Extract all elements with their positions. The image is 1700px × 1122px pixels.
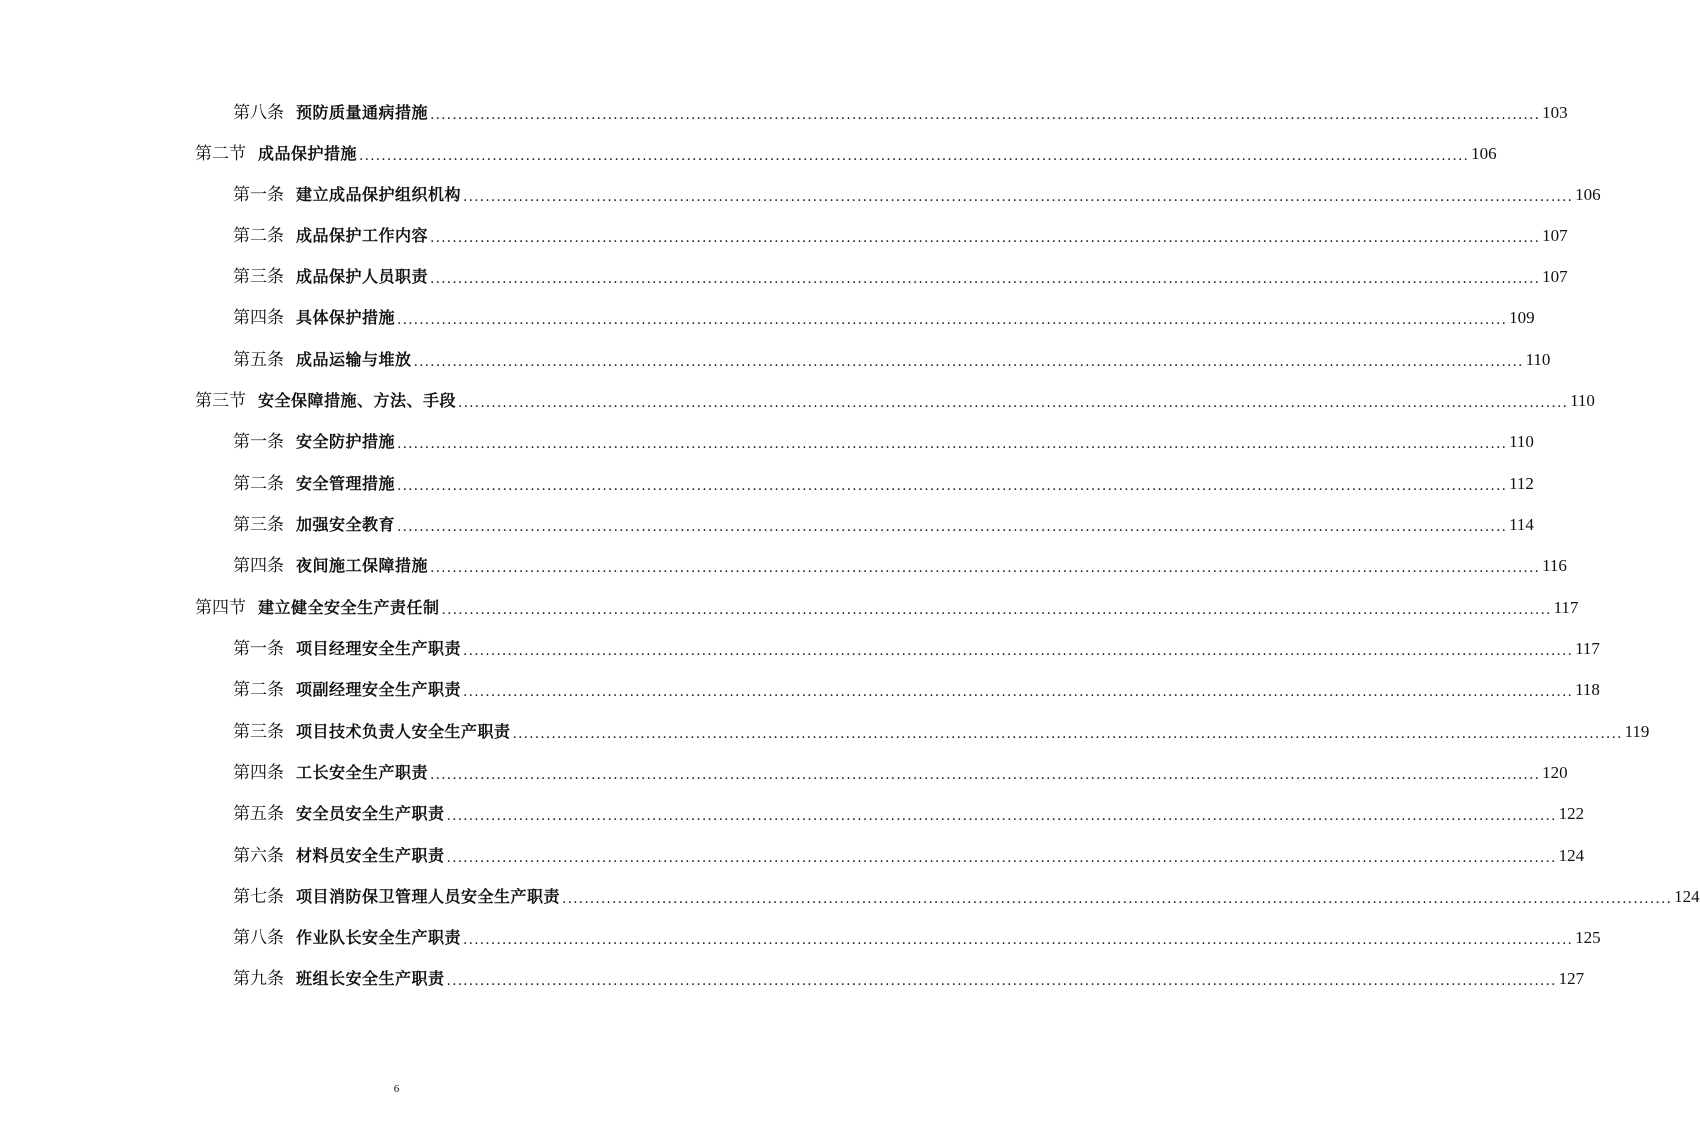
- toc-entry-page: 110: [1509, 432, 1534, 451]
- dot-leader: ........................................................................................................................................................................................................: [430, 767, 1541, 783]
- toc-entry[interactable]: [233, 795, 1585, 825]
- toc-entry-title: 安全管理措施: [296, 474, 396, 493]
- toc-entry[interactable]: [233, 506, 1534, 536]
- toc-entry[interactable]: [233, 960, 1585, 990]
- toc-entry-label: 第四条: [233, 763, 284, 783]
- toc-entry-title: 工长安全生产职责: [296, 763, 429, 782]
- dot-leader: ........................................................................................................................................................................................................: [463, 932, 1574, 948]
- toc-entry-title: 项目技术负责人安全生产职责: [296, 722, 511, 741]
- dot-leader: ........................................................................................................................................................................................................: [441, 602, 1552, 618]
- toc-entry-page: 119: [1624, 722, 1650, 741]
- toc-entry-page: 125: [1575, 928, 1601, 947]
- toc-entry-label: 第三条: [233, 267, 284, 287]
- toc-entry-label: 第二条: [233, 474, 284, 494]
- toc-entry-label: 第三条: [233, 515, 284, 535]
- toc-entry[interactable]: [233, 423, 1534, 453]
- toc-entry-page: 116: [1542, 556, 1567, 575]
- dot-leader: ........................................................................................................................................................................................................: [562, 891, 1673, 907]
- toc-entry-title: 预防质量通病措施: [296, 103, 429, 122]
- toc-entry-title: 加强安全教育: [296, 515, 396, 534]
- dot-leader: ........................................................................................................................................................................................................: [397, 312, 1508, 328]
- toc-entry-page: 124: [1558, 846, 1585, 865]
- toc-entry-label: 第一条: [233, 639, 284, 659]
- dot-leader: ........................................................................................................................................................................................................: [359, 148, 1470, 164]
- toc-entry[interactable]: [233, 465, 1534, 495]
- toc-entry-page: 124: [1674, 887, 1700, 906]
- dot-leader: ........................................................................................................................................................................................................: [413, 354, 1524, 370]
- toc-entry-label: 第五条: [233, 350, 284, 370]
- toc-entry-page: 107: [1542, 226, 1568, 245]
- toc-entry-title: 成品运输与堆放: [296, 350, 412, 369]
- toc-entry-title: 项目消防保卫管理人员安全生产职责: [296, 887, 561, 906]
- toc-section-label: 第四节: [195, 598, 246, 618]
- dot-leader: ........................................................................................................................................................................................................: [397, 519, 1508, 535]
- toc-entry[interactable]: [233, 94, 1568, 124]
- toc-entry[interactable]: [233, 176, 1601, 206]
- toc-entry-page: 107: [1542, 267, 1568, 286]
- dot-leader: ........................................................................................................................................................................................................: [397, 478, 1508, 494]
- dot-leader: ........................................................................................................................................................................................................: [446, 973, 1557, 989]
- toc-section-title: 建立健全安全生产责任制: [258, 598, 440, 617]
- toc-entry-page: 112: [1509, 474, 1534, 493]
- toc-entry-label: 第六条: [233, 846, 284, 866]
- dot-leader: ........................................................................................................................................................................................................: [463, 189, 1574, 205]
- dot-leader: ........................................................................................................................................................................................................: [397, 436, 1508, 452]
- toc-entry-title: 班组长安全生产职责: [296, 969, 445, 988]
- toc-section[interactable]: [195, 589, 1579, 619]
- dot-leader: ........................................................................................................................................................................................................: [430, 271, 1541, 287]
- toc-entry[interactable]: [233, 837, 1585, 867]
- toc-entry-page: 110: [1525, 350, 1551, 369]
- toc-entry-title: 项副经理安全生产职责: [296, 680, 462, 699]
- toc-section-title: 成品保护措施: [258, 144, 358, 163]
- toc-entry-title: 安全防护措施: [296, 432, 396, 451]
- dot-leader: ........................................................................................................................................................................................................: [446, 850, 1557, 866]
- toc-entry-title: 建立成品保护组织机构: [296, 185, 462, 204]
- toc-entry-label: 第四条: [233, 556, 284, 576]
- toc-entry[interactable]: [233, 919, 1601, 949]
- dot-leader: ........................................................................................................................................................................................................: [458, 395, 1569, 411]
- toc-entry-page: 122: [1558, 804, 1585, 823]
- toc-entry-label: 第二条: [233, 680, 284, 700]
- toc-entry-page: 118: [1575, 680, 1600, 699]
- toc-entry-label: 第三条: [233, 722, 284, 742]
- toc-entry-page: 117: [1575, 639, 1600, 658]
- dot-leader: ........................................................................................................................................................................................................: [512, 726, 1623, 742]
- dot-leader: ........................................................................................................................................................................................................: [463, 684, 1574, 700]
- page-number: 6: [393, 1083, 400, 1095]
- toc-entry-page: 120: [1542, 763, 1568, 782]
- toc-entry-label: 第八条: [233, 928, 284, 948]
- dot-leader: ........................................................................................................................................................................................................: [446, 808, 1557, 824]
- dot-leader: ........................................................................................................................................................................................................: [430, 230, 1541, 246]
- toc-entry-page: 114: [1509, 515, 1534, 534]
- toc-entry-title: 成品保护工作内容: [296, 226, 429, 245]
- toc-entry-page: 127: [1558, 969, 1585, 988]
- toc-section[interactable]: [195, 382, 1595, 412]
- toc-entry[interactable]: [233, 299, 1535, 329]
- toc-section-title: 安全保障措施、方法、手段: [258, 391, 457, 410]
- toc-entry-title: 作业队长安全生产职责: [296, 928, 462, 947]
- dot-leader: ........................................................................................................................................................................................................: [430, 107, 1541, 123]
- toc-entry-page: 103: [1542, 103, 1568, 122]
- toc-entry-title: 夜间施工保障措施: [296, 556, 429, 575]
- toc-entry-page: 106: [1575, 185, 1601, 204]
- toc-entry[interactable]: [233, 878, 1700, 908]
- toc-entry-label: 第一条: [233, 432, 284, 452]
- toc-entry-label: 第四条: [233, 308, 284, 328]
- toc-entry[interactable]: [233, 258, 1568, 288]
- toc-entry[interactable]: [233, 671, 1600, 701]
- toc-entry-title: 成品保护人员职责: [296, 267, 429, 286]
- toc-entry-label: 第二条: [233, 226, 284, 246]
- toc-entry-title: 安全员安全生产职责: [296, 804, 445, 823]
- toc-section-label: 第三节: [195, 391, 246, 411]
- toc-entry[interactable]: [233, 630, 1600, 660]
- toc-entry[interactable]: [233, 547, 1567, 577]
- toc-entry[interactable]: [233, 341, 1551, 371]
- toc-section-label: 第二节: [195, 144, 246, 164]
- toc-section-page: 106: [1471, 144, 1497, 163]
- dot-leader: ........................................................................................................................................................................................................: [463, 643, 1574, 659]
- toc-entry-label: 第九条: [233, 969, 284, 989]
- toc-entry[interactable]: [233, 754, 1568, 784]
- toc-entry-title: 具体保护措施: [296, 308, 396, 327]
- toc-entry-title: 材料员安全生产职责: [296, 846, 445, 865]
- toc-entry-page: 109: [1509, 308, 1535, 327]
- toc-entry[interactable]: [233, 217, 1568, 247]
- toc-entry-title: 项目经理安全生产职责: [296, 639, 462, 658]
- toc-section-page: 110: [1570, 391, 1595, 410]
- toc-entry-label: 第一条: [233, 185, 284, 205]
- toc-section-page: 117: [1553, 598, 1579, 617]
- toc-section[interactable]: [195, 135, 1497, 165]
- toc-entry-label: 第五条: [233, 804, 284, 824]
- toc-entry[interactable]: [233, 713, 1650, 743]
- dot-leader: ........................................................................................................................................................................................................: [430, 560, 1541, 576]
- toc-entry-label: 第八条: [233, 103, 284, 123]
- toc-entry-label: 第七条: [233, 887, 284, 907]
